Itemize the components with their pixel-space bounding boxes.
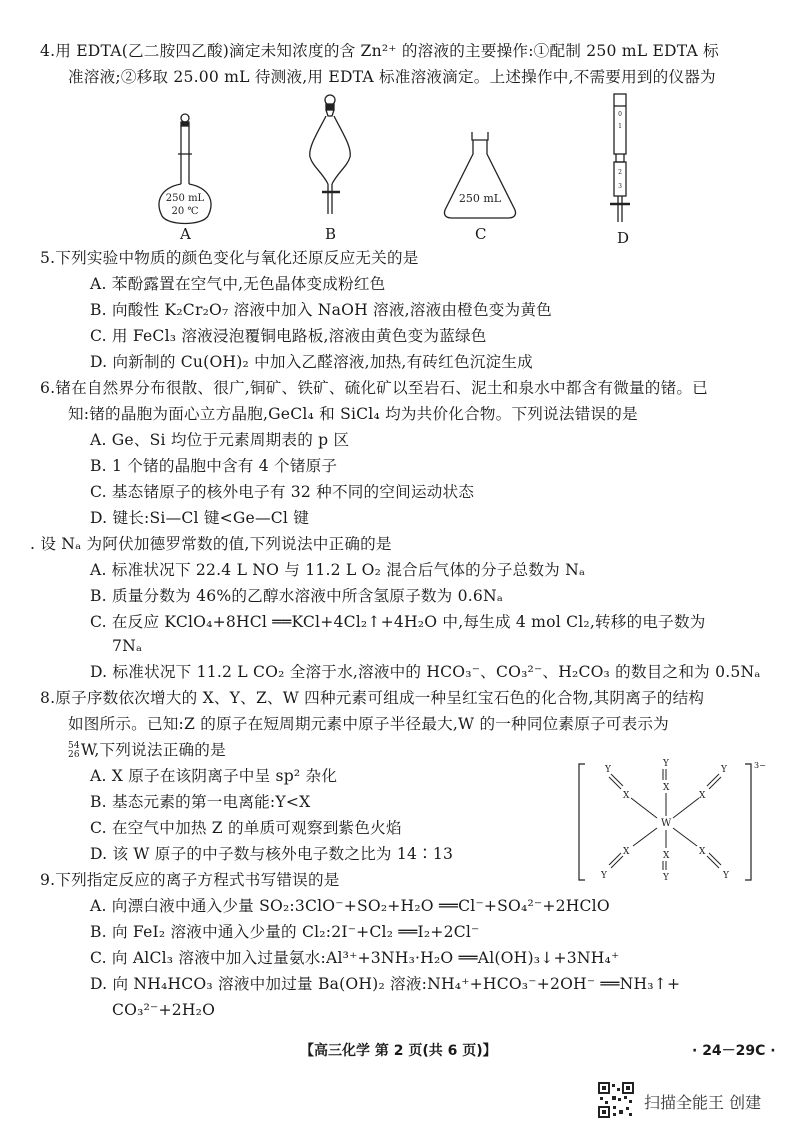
atom-y: Y xyxy=(663,873,669,883)
atom-x: X xyxy=(699,847,706,857)
q8-line1: 8.原子序数依次增大的 X、Y、Z、W 四种元素可组成一种呈红宝石色的化合物,其阴离子的结构 xyxy=(40,689,705,707)
q6-option-a: A. Ge、Si 均位于元素周期表的 p 区 xyxy=(90,431,350,449)
option-b-label: B xyxy=(325,225,337,243)
scanner-credit: 扫描全能王 创建 xyxy=(644,1093,762,1112)
q8-line2: 如图所示。已知:Z 的原子在短周期元素中原子半径最大,W 的一种同位素原子可表示为 xyxy=(68,715,669,733)
q9-option-d: D. 向 NH₄HCO₃ 溶液中加过量 Ba(OH)₂ 溶液:NH₄⁺+HCO₃⁻+2OH⁻ ══NH₃↑+ xyxy=(90,975,681,993)
option-c-label: C xyxy=(475,225,487,243)
q7-option-c-cont: 7Nₐ xyxy=(112,637,143,655)
atom-x: X xyxy=(623,847,630,857)
atom-y: Y xyxy=(663,759,669,769)
option-d-label: D xyxy=(617,229,630,247)
burette-mark: 3 xyxy=(618,183,622,190)
q4-line1: 4.用 EDTA(乙二胺四乙酸)滴定未知浓度的含 Zn²⁺ 的溶液的主要操作:①配制 250 mL EDTA 标 xyxy=(40,42,719,60)
q9-option-a: A. 向漂白液中通入少量 SO₂:3ClO⁻+SO₂+H₂O ══Cl⁻+SO₄²⁻+2HClO xyxy=(90,897,610,915)
q9-option-b: B. 向 FeI₂ 溶液中通入少量的 Cl₂:2I⁻+Cl₂ ══I₂+2Cl⁻ xyxy=(90,923,480,941)
q7-stem: . 设 Nₐ 为阿伏加德罗常数的值,下列说法中正确的是 xyxy=(30,535,392,553)
atom-y: Y xyxy=(723,871,729,881)
q8-option-c: C. 在空气中加热 Z 的单质可观察到紫色火焰 xyxy=(90,819,402,837)
atom-x: X xyxy=(663,851,670,861)
q4-line2: 准溶液;②移取 25.00 mL 待测液,用 EDTA 标准溶液滴定。上述操作中,不需要用到的仪器为 xyxy=(68,68,716,86)
q8-option-d: D. 该 W 原子的中子数与核外电子数之比为 14∶13 xyxy=(90,845,454,863)
atom-y: Y xyxy=(721,765,727,775)
atom-x: X xyxy=(663,783,670,793)
isotope-notation: 54 26 xyxy=(68,741,80,760)
scanner-watermark xyxy=(598,1080,798,1120)
q5-option-a: A. 苯酚露置在空气中,无色晶体变成粉红色 xyxy=(90,275,386,293)
q6-option-c: C. 基态锗原子的核外电子有 32 种不同的空间运动状态 xyxy=(90,483,475,501)
q6-line2: 知:锗的晶胞为面心立方晶胞,GeCl₄ 和 SiCl₄ 均为共价化合物。下列说法错误的是 xyxy=(68,405,638,423)
separatory-funnel-icon xyxy=(310,95,351,214)
q7-option-a: A. 标准状况下 22.4 L NO 与 11.2 L O₂ 混合后气体的分子总数为 Nₐ xyxy=(90,561,586,579)
atom-y: Y xyxy=(605,765,611,775)
conical-flask-icon xyxy=(444,132,515,218)
flask-temp-label: 20 ℃ xyxy=(171,206,199,217)
atom-x: X xyxy=(699,791,706,801)
footer-page-info: 【高三化学 第 2 页(共 6 页)】 xyxy=(300,1043,497,1059)
q8-option-b: B. 基态元素的第一电离能:Y<X xyxy=(90,793,311,811)
burette-mark: 1 xyxy=(618,123,622,130)
q9-option-d-cont: CO₃²⁻+2H₂O xyxy=(112,1001,216,1019)
footer-code: · 24－29C · xyxy=(692,1043,776,1059)
option-a-label: A xyxy=(180,225,191,243)
atom-w: W xyxy=(661,818,672,829)
q5-option-b: B. 向酸性 K₂Cr₂O₇ 溶液中加入 NaOH 溶液,溶液由橙色变为黄色 xyxy=(90,301,552,319)
q6-option-b: B. 1 个锗的晶胞中含有 4 个锗原子 xyxy=(90,457,338,475)
conical-volume-label: 250 mL xyxy=(458,192,502,205)
burette-icon xyxy=(610,94,630,222)
q6-line1: 6.锗在自然界分布很散、很广,铜矿、铁矿、硫化矿以至岩石、泥土和泉水中都含有微量的锗。已 xyxy=(40,379,708,397)
q5-option-c: C. 用 FeCl₃ 溶液浸泡覆铜电路板,溶液由黄色变为蓝绿色 xyxy=(90,327,487,345)
anion-structure-diagram xyxy=(575,758,775,886)
q5-stem: 5.下列实验中物质的颜色变化与氧化还原反应无关的是 xyxy=(40,249,419,267)
q7-option-d: D. 标准状况下 11.2 L CO₂ 全溶于水,溶液中的 HCO₃⁻、CO₃²⁻、H₂CO₃ 的数目之和为 0.5Nₐ xyxy=(90,663,761,681)
burette-mark: 2 xyxy=(618,169,622,176)
burette-mark: 0 xyxy=(618,111,622,118)
atom-x: X xyxy=(623,791,630,801)
q9-option-c: C. 向 AlCl₃ 溶液中加入过量氨水:Al³⁺+3NH₃·H₂O ══Al(OH)₃↓+3NH₄⁺ xyxy=(90,949,620,967)
lab-apparatus-figure xyxy=(150,92,650,227)
q9-stem: 9.下列指定反应的离子方程式书写错误的是 xyxy=(40,871,340,889)
atom-y: Y xyxy=(601,871,607,881)
q7-option-c: C. 在反应 KClO₄+8HCl ══KCl+4Cl₂↑+4H₂O 中,每生成 4 mol Cl₂,转移的电子数为 xyxy=(90,613,706,631)
q7-option-b: B. 质量分数为 46%的乙醇水溶液中所含氢原子数为 0.6Nₐ xyxy=(90,587,504,605)
q8-line3: 54 26 W,下列说法正确的是 xyxy=(68,741,226,760)
volumetric-flask-icon xyxy=(159,114,211,224)
q6-option-d: D. 键长:Si—Cl 键<Ge—Cl 键 xyxy=(90,509,310,527)
q5-option-d: D. 向新制的 Cu(OH)₂ 中加入乙醛溶液,加热,有砖红色沉淀生成 xyxy=(90,353,533,371)
qr-code-icon xyxy=(598,1082,634,1118)
charge-label: 3− xyxy=(754,761,766,770)
q8-option-a: A. X 原子在该阴离子中呈 sp² 杂化 xyxy=(90,767,338,785)
flask-volume-label: 250 mL xyxy=(165,193,205,204)
